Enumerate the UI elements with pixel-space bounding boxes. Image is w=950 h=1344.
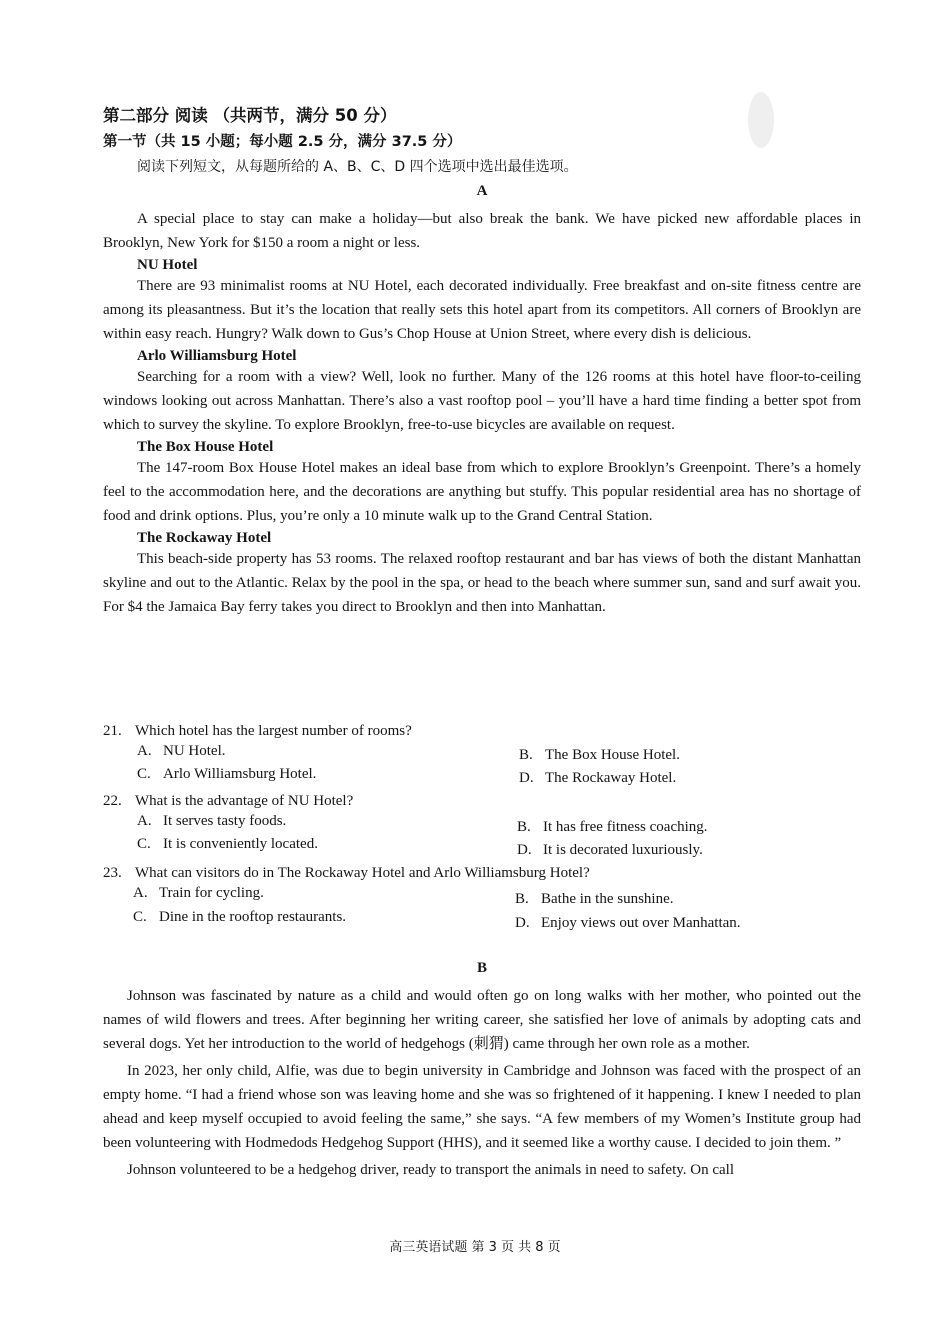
passage-b-label: B <box>476 960 487 976</box>
option-c[interactable] <box>137 836 318 853</box>
hotel-description: There are 93 minimalist rooms at NU Hotel, each decorated individually. Free breakfast and on-site fitness centre are among its pleasantness. But it’s the location that really sets this hotel apart from its competitors. All corners of Brooklyn are within easy reach. Hungry? Walk down to Gus’s Chop House at Union Street, where every dish is delicious. <box>103 278 861 342</box>
option-a[interactable] <box>137 743 226 760</box>
option-b[interactable] <box>515 891 673 908</box>
passage-b-paragraph: In 2023, her only child, Alfie, was due to begin university in Cambridge and Johnson was faced with the prospect of an empty home. “I had a friend whose son was leaving home and she was so frightened of it happening. I knew I needed to plan ahead and keep myself occupied to avoid feeling the same,” she says. “A few members of my Women’s Institute group had been volunteering with Hodmedods Hedgehog Support (HHS), and it seemed like a worthy cause. I decided to join them. ” <box>103 1063 861 1151</box>
option-d[interactable] <box>517 842 703 859</box>
hotel-heading: The Box House Hotel <box>137 439 274 455</box>
question-text: Which hotel has the largest number of rooms? <box>135 723 412 739</box>
hotel-description: Searching for a room with a view? Well, look no further. Many of the 126 rooms at this hotel have floor-to-ceiling windows looking out across Manhattan. There’s also a vast rooftop pool – you’ll have a hard time finding a better spot from which to survey the skyline. To explore Brooklyn, free-to-use bicycles are available on request. <box>103 369 861 433</box>
question-text: What is the advantage of NU Hotel? <box>135 793 354 809</box>
option-label: D. <box>515 915 530 931</box>
option-d[interactable] <box>519 770 676 787</box>
question-text: What can visitors do in The Rockaway Hotel and Arlo Williamsburg Hotel? <box>135 865 590 881</box>
hotel-heading: The Rockaway Hotel <box>137 530 272 546</box>
option-c[interactable] <box>133 909 346 926</box>
option-label: A. <box>137 743 152 759</box>
passage-a-intro: A special place to stay can make a holiday—but also break the bank. We have picked new affordable places in Brooklyn, New York for $150 a room a night or less. <box>103 211 861 251</box>
option-text: It has free fitness coaching. <box>543 819 708 835</box>
option-label: C. <box>133 909 147 925</box>
option-label: C. <box>137 766 151 782</box>
option-text: The Box House Hotel. <box>545 747 680 763</box>
option-label: D. <box>519 770 534 786</box>
question-stem <box>103 790 861 813</box>
option-b[interactable] <box>519 747 680 764</box>
options <box>103 885 861 931</box>
question-number: 21. <box>103 723 122 739</box>
passage-b-paragraph: Johnson was fascinated by nature as a child and would often go on long walks with her mother, who pointed out the names of wild flowers and trees. After beginning her writing career, she satisfied her love of animals by adopting cats and several dogs. Yet her introduction to the world of hedgehogs (刺猬) came through her own role as a mother. <box>103 988 861 1052</box>
hotel-description: The 147-room Box House Hotel makes an ideal base from which to explore Brooklyn’s Greenpoint. There’s a homely feel to the accommodation here, and the decorations are anything but stuffy. This popular residential area has no shortage of food and drink options. Plus, you’re only a 10 minute walk up to the Grand Central Station. <box>103 460 861 524</box>
option-text: NU Hotel. <box>163 743 226 759</box>
passage-b-body <box>103 984 861 1182</box>
question-stem <box>103 862 861 885</box>
option-b[interactable] <box>517 819 708 836</box>
question-21 <box>103 720 861 789</box>
instruction: 阅读下列短文，从每题所给的 A、B、C、D 四个选项中选出最佳选项。 <box>137 159 578 175</box>
option-c[interactable] <box>137 766 316 783</box>
option-text: It is decorated luxuriously. <box>543 842 703 858</box>
option-d[interactable] <box>515 915 741 932</box>
option-label: B. <box>519 747 533 763</box>
option-label: D. <box>517 842 532 858</box>
option-text: It is conveniently located. <box>163 836 318 852</box>
page-footer: 高三英语试题 第 3 页 共 8 页 <box>389 1240 561 1255</box>
hotel-heading: Arlo Williamsburg Hotel <box>137 348 297 364</box>
option-text: Bathe in the sunshine. <box>541 891 674 907</box>
hotel-description: This beach-side property has 53 rooms. The relaxed rooftop restaurant and bar has views of both the distant Manhattan skyline and out to the Atlantic. Relax by the pool in the spa, or head to the beach where summer sun, sand and surf await you. For $4 the Jamaica Bay ferry takes you direct to Brooklyn and then into Manhattan. <box>103 551 861 615</box>
option-text: The Rockaway Hotel. <box>545 770 677 786</box>
option-label: B. <box>517 819 531 835</box>
section-title: 第一节（共 15 小题；每小题 2.5 分，满分 37.5 分） <box>103 134 462 150</box>
passage-a-label: A <box>476 183 488 199</box>
option-text: It serves tasty foods. <box>163 813 287 829</box>
question-number: 23. <box>103 865 122 881</box>
question-number: 22. <box>103 793 122 809</box>
options <box>103 743 861 789</box>
option-label: A. <box>137 813 152 829</box>
option-label: C. <box>137 836 151 852</box>
question-22 <box>103 790 861 859</box>
option-a[interactable] <box>137 813 286 830</box>
hotel-heading: NU Hotel <box>137 257 198 273</box>
option-text: Train for cycling. <box>159 885 264 901</box>
option-text: Enjoy views out over Manhattan. <box>541 915 741 931</box>
option-label: B. <box>515 891 529 907</box>
option-text: Arlo Williamsburg Hotel. <box>163 766 317 782</box>
question-stem <box>103 720 861 743</box>
options <box>103 813 861 859</box>
option-label: A. <box>133 885 148 901</box>
passage-b-paragraph: Johnson volunteered to be a hedgehog driver, ready to transport the animals in need to safety. On call <box>127 1162 734 1178</box>
option-text: Dine in the rooftop restaurants. <box>159 909 347 925</box>
option-a[interactable] <box>133 885 264 902</box>
passage-a-body <box>103 207 861 619</box>
part-title: 第二部分 阅读 （共两节，满分 50 分） <box>103 106 397 125</box>
question-23 <box>103 862 861 931</box>
